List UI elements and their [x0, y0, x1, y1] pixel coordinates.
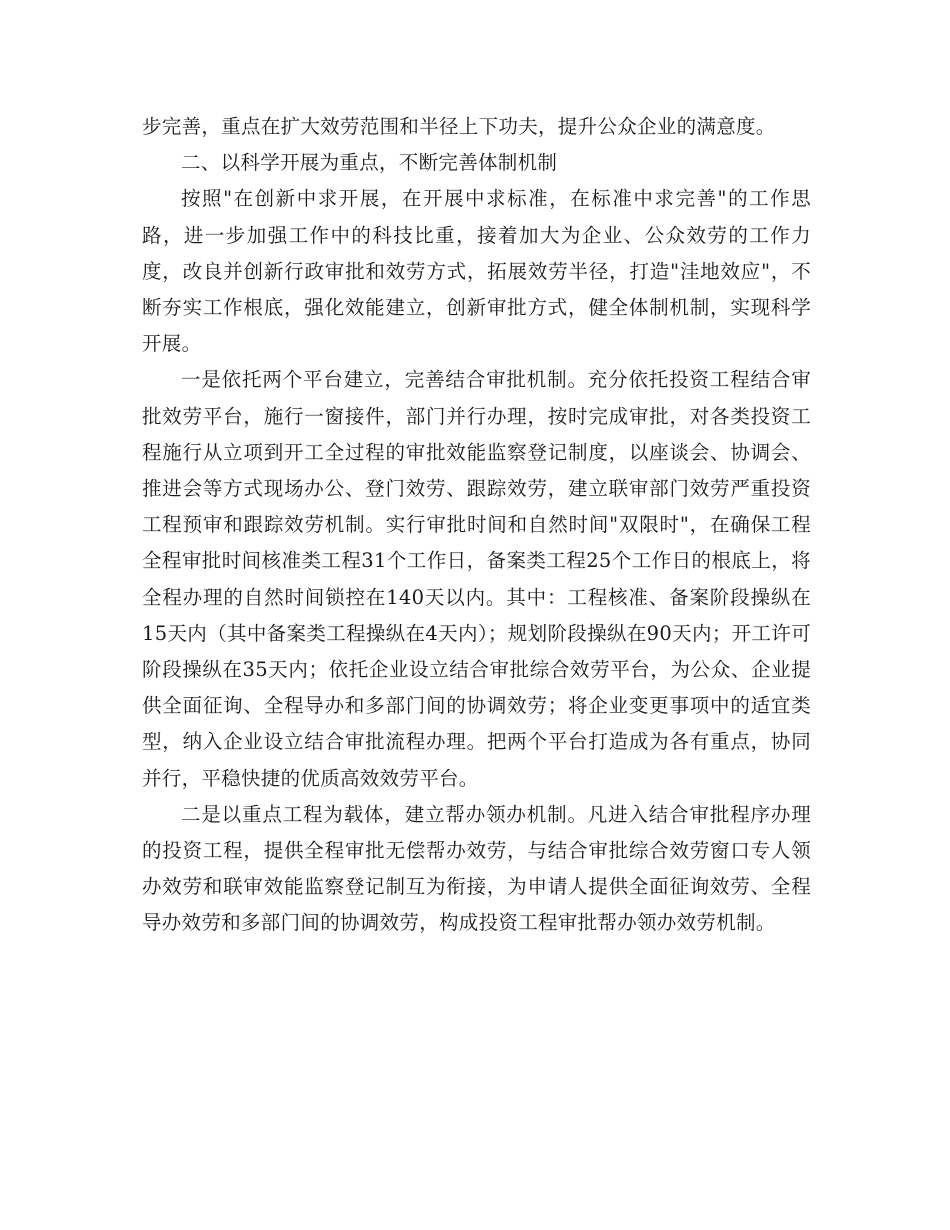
- paragraph-platforms: 一是依托两个平台建立，完善结合审批机制。充分依托投资工程结合审批效劳平台，施行一窗接件，部门并行办理，按时完成审批，对各类投资工程施行从立项到开工全过程的审批效能监察登记制度，以座谈会、协调会、推进会等方式现场办公、登门效劳、跟踪效劳，建立联审部门效劳严重投资工程预审和跟踪效劳机制。实行审批时间和自然时间"双限时"，在确保工程全程审批时间核准类工程31个工作日，备案类工程25个工作日的根底上，将全程办理的自然时间锁控在140天以内。其中：工程核准、备案阶段操纵在15天内（其中备案类工程操纵在4天内）；规划阶段操纵在90天内；开工许可阶段操纵在35天内；依托企业设立结合审批综合效劳平台，为公众、企业提供全面征询、全程导办和多部门间的协调效劳；将企业变更事项中的适宜类型，纳入企业设立结合审批流程办理。把两个平台打造成为各有重点，协同并行，平稳快捷的优质高效效劳平台。: [142, 368, 811, 790]
- paragraph-key-projects: 二是以重点工程为载体，建立帮办领办机制。凡进入结合审批程序办理的投资工程，提供全程审批无偿帮办效劳，与结合审批综合效劳窗口专人领办效劳和联审效能监察登记制互为衔接，为申请人提供全面征询效劳、全程导办效劳和多部门间的协调效劳，构成投资工程审批帮办领办效劳机制。: [142, 802, 811, 935]
- section-heading: 二、以科学开展为重点，不断完善体制机制: [181, 151, 558, 175]
- paragraph-approach: 按照"在创新中求开展，在开展中求标准，在标准中求完善"的工作思路，进一步加强工作中的科技比重，接着加大为企业、公众效劳的工作力度，改良并创新行政审批和效劳方式，拓展效劳半径，打造"洼地效应"，不断夯实工作根底，强化效能建立，创新审批方式，健全体制机制，实现科学开展。: [142, 187, 811, 356]
- paragraph-continuation: 步完善，重点在扩大效劳范围和半径上下功夫，提升公众企业的满意度。: [142, 115, 776, 138]
- document-page: [142, 109, 811, 942]
